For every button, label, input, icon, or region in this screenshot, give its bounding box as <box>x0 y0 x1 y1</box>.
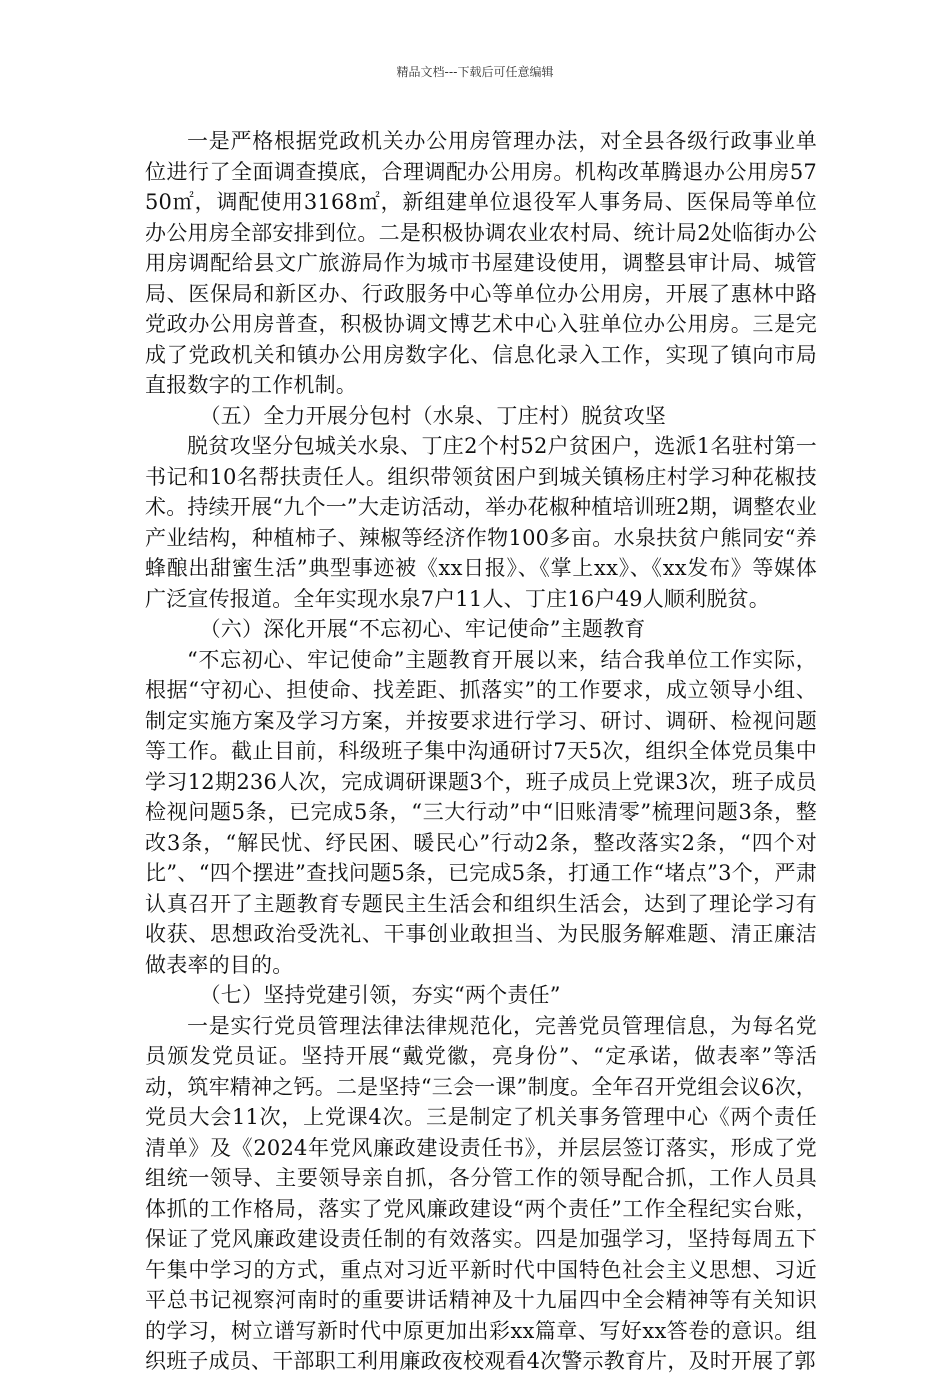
paragraph-party-building: 一是实行党员管理法律法律规范化，完善党员管理信息，为每名党员颁发党员证。坚持开展“戴党徽，亮身份”、“定承诺，做表率”等活动，筑牢精神之钙。二是坚持“三会一课”制度。全年召开党组会议6次，党员大会11次，上党课4次。三是制定了机关事务管理中心《两个责任清单》及《2024年党风廉政建设责任书》，并层层签订落实，形成了党组统一领导、主要领导亲自抓，各分管工作的领导配合抓，工作人员具体抓的工作格局，落实了党风廉政建设“两个责任”工作全程纪实台账，保证了党风廉政建设责任制的有效落实。四是加强学习，坚持每周五下午集中学习的方式，重点对习近平新时代中国特色社会主义思想、习近平总书记视察河南时的重要讲话精神及十九届四中全会精神等有关知识的学习，树立谱写新时代中原更加出彩xx篇章、写好xx答卷的意识。组织班子成员、干部职工利用廉政夜校观看4次警示教育片，及时开展了郭 <box>145 1013 817 1373</box>
page-header: 精品文档---下载后可任意编辑 <box>396 65 554 79</box>
paragraph-poverty-alleviation: 脱贫攻坚分包城关水泉、丁庄2个村52户贫困户，选派1名驻村第一书记和10名帮扶责任人。组织带领贫困户到城关镇杨庄村学习种花椒技术。持续开展“九个一”大走访活动，举办花椒种植培训班2期，调整农业产业结构，种植柿子、辣椒等经济作物100多亩。水泉扶贫户熊同安“养蜂酿出甜蜜生活”典型事迹被《xx日报》、《掌上xx》、《xx发布》等媒体广泛宣传报道。全年实现水泉7户11人、丁庄16户49人顺利脱贫。 <box>145 434 817 611</box>
section-heading-6: （六）深化开展“不忘初心、牢记使命”主题教育 <box>199 617 646 641</box>
paragraph-office-space: 一是严格根据党政机关办公用房管理办法，对全县各级行政事业单位进行了全面调查摸底，合理调配办公用房。机构改革腾退办公用房5750㎡，调配使用3168㎡，新组建单位退役军人事务局、医保局等单位办公用房全部安排到位。二是积极协调农业农村局、统计局2处临街办公用房调配给县文广旅游局作为城市书屋建设使用，调整县审计局、城管局、医保局和新区办、行政服务中心等单位办公用房，开展了惠林中路党政办公用房普查，积极协调文博艺术中心入驻单位办公用房。三是完成了党政机关和镇办公用房数字化、信息化录入工作，实现了镇向市局直报数字的工作机制。 <box>145 129 817 397</box>
document-body <box>145 126 817 1377</box>
section-heading-5: （五）全力开展分包村（水泉、丁庄村）脱贫攻坚 <box>199 403 666 428</box>
section-heading-7: （七）坚持党建引领，夯实“两个责任” <box>199 983 561 1007</box>
paragraph-theme-education: “不忘初心、牢记使命”主题教育开展以来，结合我单位工作实际，根据“守初心、担使命、找差距、抓落实”的工作要求，成立领导小组、制定实施方案及学习方案，并按要求进行学习、研讨、调研、检视问题等工作。截止目前，科级班子集中沟通研讨7天5次，组织全体党员集中学习12期236人次，完成调研课题3个，班子成员上党课3次，班子成员检视问题5条，已完成5条，“三大行动”中“旧账清零”梳理问题3条，整改3条，“解民忧、纾民困、暖民心”行动2条，整改落实2条，“四个对比”、“四个摆进”查找问题5条，已完成5条，打通工作“堵点”3个，严肃认真召开了主题教育专题民主生活会和组织生活会，达到了理论学习有收获、思想政治受洗礼、干事创业敢担当、为民服务解难题、清正廉洁做表率的目的。 <box>145 647 817 977</box>
